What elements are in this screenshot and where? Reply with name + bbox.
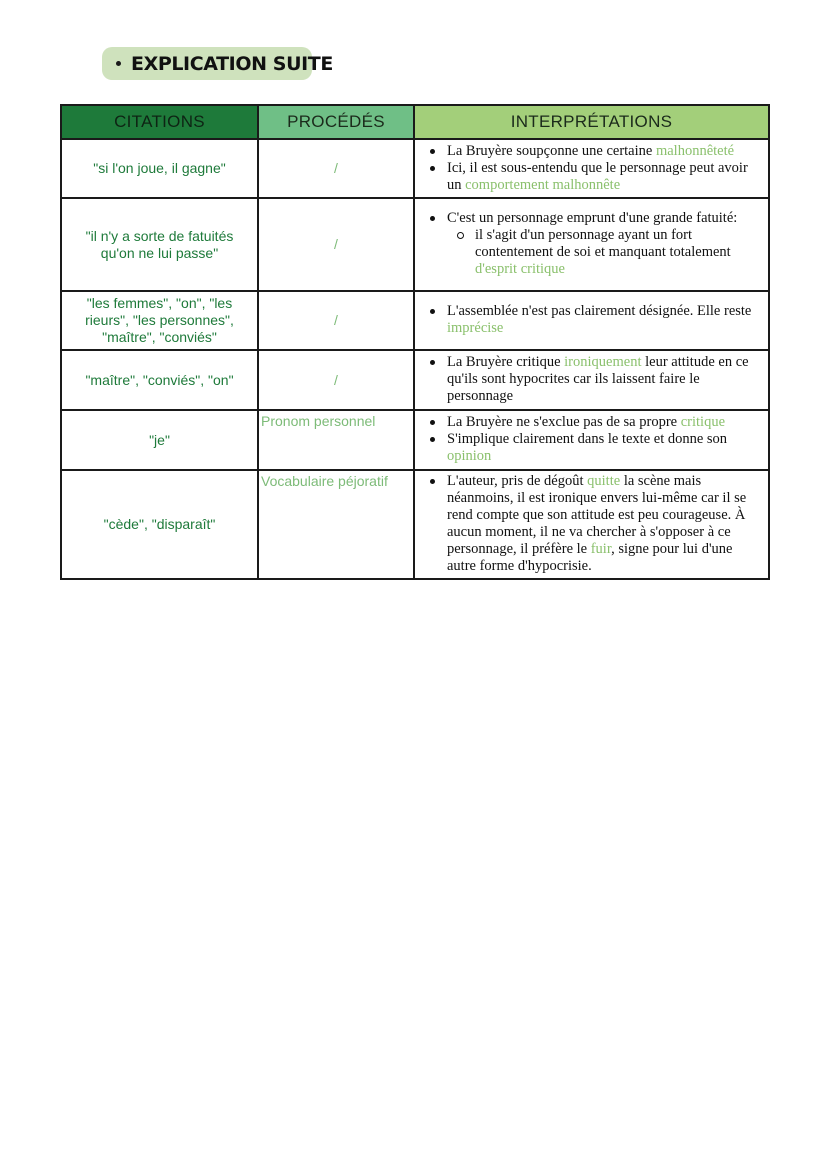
highlight-text: quitte (587, 473, 621, 489)
citation-cell: "je" (61, 410, 258, 470)
interpretation-cell (414, 410, 769, 470)
explication-table (60, 104, 770, 580)
highlight-text: malhonnêteté (655, 142, 735, 159)
interpretation-cell (414, 139, 769, 198)
citation-cell: "maître", "conviés", "on" (61, 350, 258, 410)
column-header-interpretations: INTERPRÉTATIONS (414, 105, 769, 139)
bullet-icon (116, 61, 121, 66)
interpretation-item (447, 473, 764, 575)
interpretation-text: Ici, il est sous-entendu que le personnage peut avoir un (447, 159, 748, 193)
interpretation-item (447, 303, 764, 337)
procede-cell: Vocabulaire péjoratif (258, 470, 414, 579)
interpretation-text: La Bruyère soupçonne une certaine (447, 142, 656, 159)
interpretation-item (447, 414, 764, 431)
highlight-text: imprécise (447, 320, 504, 336)
interpretation-list (419, 210, 764, 278)
column-header-procedes: PROCÉDÉS (258, 105, 414, 139)
highlight-text: fuir (590, 541, 612, 557)
table-row (61, 350, 769, 410)
table-row (61, 198, 769, 291)
interpretation-text: La Bruyère ne s'exclue pas de sa propre (447, 414, 681, 430)
procede-cell: Pronom personnel (258, 410, 414, 470)
interpretation-cell (414, 470, 769, 579)
interpretation-text: la scène mais néanmoins, il est ironique envers lui-même car il se rend compte que son attitude est peu courageuse. À aucun moment, il ne va chercher à s'opposer à ce personnage, il préfère le (447, 473, 747, 557)
highlight-text: opinion (447, 448, 492, 464)
table-row (61, 410, 769, 470)
section-header (102, 47, 333, 80)
interpretation-item (447, 143, 764, 160)
procede-cell: / (258, 291, 414, 350)
interpretation-text: leur attitude en ce qu'ils sont hypocrites car ils laissent faire le personnage (447, 354, 749, 404)
interpretation-list (419, 143, 764, 194)
interpretation-list (419, 354, 764, 405)
citation-cell: "si l'on joue, il gagne" (61, 139, 258, 198)
interpretation-cell (414, 350, 769, 410)
interpretation-sublist (447, 227, 764, 278)
interpretation-cell (414, 291, 769, 350)
interpretation-item (447, 210, 764, 278)
procede-cell: / (258, 198, 414, 291)
interpretation-text: L'assemblée n'est pas clairement désignée. Elle reste (447, 303, 752, 319)
procede-cell: / (258, 350, 414, 410)
column-header-citations: CITATIONS (61, 105, 258, 139)
interpretation-text: L'auteur, pris de dégoût (447, 473, 588, 489)
interpretation-item (447, 354, 764, 405)
interpretation-text: il s'agit d'un personnage ayant un fort contentement de soi et manquant totalement (475, 227, 731, 260)
citation-cell: "les femmes", "on", "les rieurs", "les personnes", "maître", "conviés" (61, 291, 258, 350)
interpretation-cell (414, 198, 769, 291)
interpretation-subitem (475, 227, 764, 278)
highlight-text: critique (680, 414, 726, 430)
interpretation-text: , signe pour lui d'une autre forme d'hypocrisie. (447, 541, 733, 574)
table-header-row (61, 105, 769, 139)
interpretation-list (419, 473, 764, 575)
procede-cell: / (258, 139, 414, 198)
table-row (61, 470, 769, 579)
citation-cell: "il n'y a sorte de fatuités qu'on ne lui passe" (61, 198, 258, 291)
highlight-text: d'esprit critique (475, 261, 565, 277)
interpretation-list (419, 303, 764, 337)
section-title: EXPLICATION SUITE (131, 52, 333, 75)
interpretation-list (419, 414, 764, 465)
interpretation-item (447, 431, 764, 465)
table-row (61, 291, 769, 350)
highlight-text: ironiquement (564, 354, 642, 370)
interpretation-text: C'est un personnage emprunt d'une grande fatuité: (447, 210, 738, 226)
interpretation-text: La Bruyère critique (447, 354, 565, 370)
highlight-text: comportement malhonnête (465, 176, 621, 193)
interpretation-item (447, 160, 764, 194)
interpretation-text: S'implique clairement dans le texte et donne son (447, 431, 728, 447)
table-row (61, 139, 769, 198)
citation-cell: "cède", "disparaît" (61, 470, 258, 579)
